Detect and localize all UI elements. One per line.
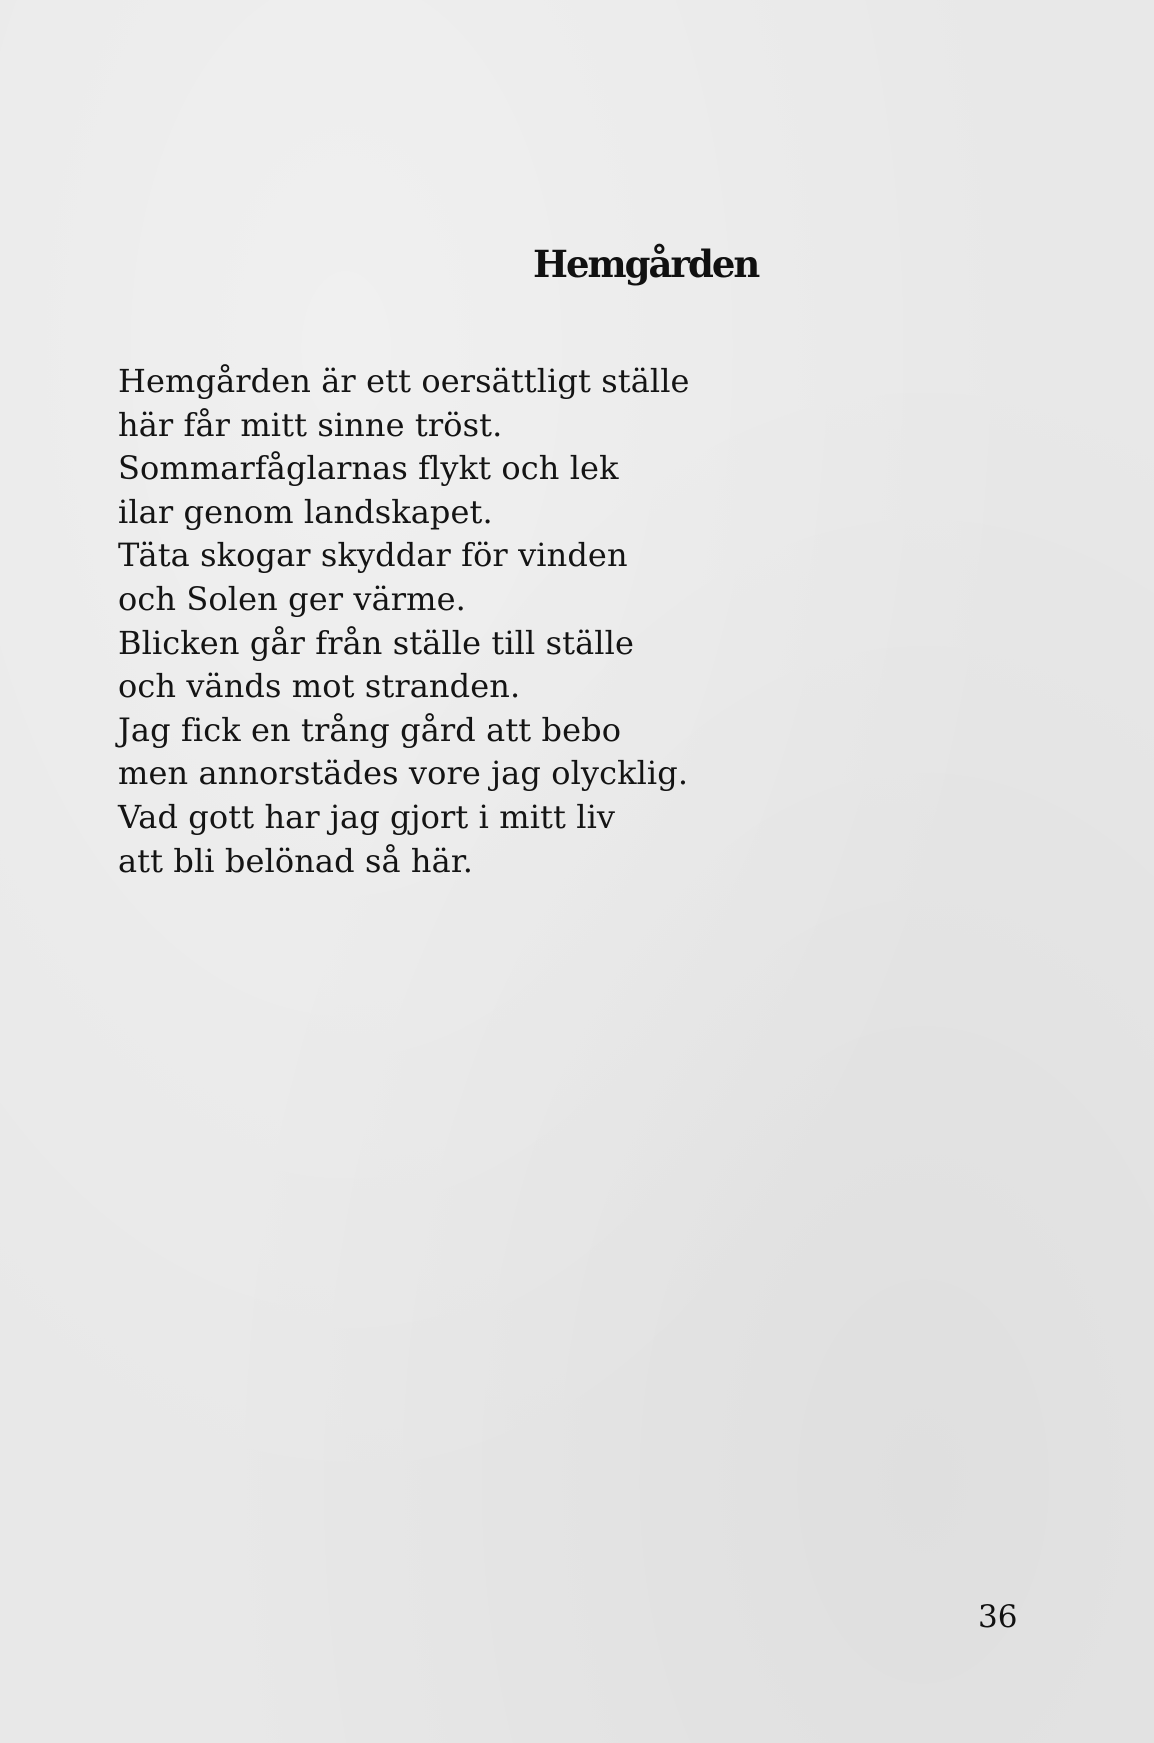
- poem-line: Jag fick en trång gård att bebo: [118, 710, 622, 749]
- poem-line: men annorstädes vore jag olycklig.: [118, 754, 689, 793]
- poem-line: Täta skogar skyddar för vinden: [118, 536, 628, 575]
- poem-line: att bli belönad så här.: [118, 841, 473, 880]
- page-number: 36: [978, 1599, 1018, 1635]
- poem-title: Hemgården: [533, 242, 759, 286]
- poem-line: här får mitt sinne tröst.: [118, 405, 503, 444]
- poem-body: [118, 360, 690, 883]
- poem-line: och vänds mot stranden.: [118, 667, 521, 706]
- poem-line: Vad gott har jag gjort i mitt liv: [118, 797, 616, 836]
- poem-line: ilar genom landskapet.: [118, 492, 493, 531]
- poem-line: Blicken går från ställe till ställe: [118, 623, 634, 662]
- poem-line: och Solen ger värme.: [118, 579, 466, 618]
- poem-line: Hemgården är ett oersättligt ställe: [118, 362, 690, 400]
- poem-line: Sommarfåglarnas flykt och lek: [118, 449, 619, 488]
